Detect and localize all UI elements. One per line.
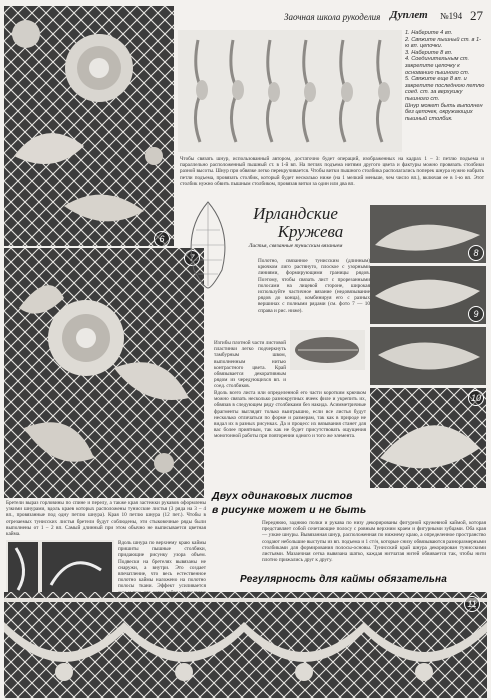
lace-photo-9 — [370, 266, 486, 324]
step-note: Шнур может быть выполнен без цепочек, окружающих пышный столбик. — [405, 102, 483, 122]
intro-text: Чтобы связать шнур, использованный автором, достаточно будет операций, изображенных на кадрах 1 – 3: петлю подъема и параллельно расположенный пышный ст. в 1-й вп. На петлях подъема нитями другого цвета и фактуры можно провязать столбики разной высоты. Шнур при обвязке легко перекручивается. Чтобы витки пышного столбика располагались поперек шнура нужно набрать петли подъема, провязать столбик, который будет несколько ниже (на 1 мелкий меньше, чем число вп.), включая ее в 1-ю вп. Этот столбик нужно обвить пышным столбиком, провязав витки за один или два вп. — [180, 156, 484, 187]
lace-photo-10 — [370, 327, 486, 385]
lace-photo-7 — [4, 248, 204, 498]
left-text-2: Вдоль шнура по верхнему краю каймы пришиты пышные столбики, придающие рисунку узора объем. Подвески на бретелях вывязаны не снаружи, а внутри. Это создает впечатление, что весь естественное полотно каймы наложено на полотно полосы ткани. Эффект усиливается — [118, 540, 206, 590]
title-line-1: Ирландские — [253, 204, 338, 223]
section-title — [228, 205, 363, 250]
photo-number-9: 9 — [468, 306, 484, 322]
left-text: Бретели выраз горловины по спине и перелу, а также края застежки рукавов оформлены узкими шнурами, вдоль краев которых расположены тунисские листья (3 ряда на 3 – 4 вп., провязанные под одну петлю шнура). Края 10 петлю шнура (12 пет.). Чтобы в отрезаемых тунисских листья бретели будут соблюдены, эти стыковочные ряды были выполнены от 1 – 2 вп. Самый длинный при этом обычно не выписывается цветная кайма. — [6, 500, 206, 538]
leaf-photo — [290, 330, 365, 370]
stitch-sketches — [6, 540, 114, 596]
step-photos — [178, 30, 402, 152]
school-title: Заочная школа рукоделия — [284, 12, 381, 22]
lace-photo-8 — [370, 205, 486, 263]
headline-regularity: Регулярность для каймы обязательна — [240, 574, 448, 585]
lace-photo-6 — [4, 6, 174, 246]
lace-photo-10b — [370, 388, 486, 488]
headline-two-leaves: Двух одинаковых листов — [212, 490, 353, 502]
photo-number-11: 11 — [464, 596, 480, 612]
headline-two-leaves-2: в рисунке может и не быть — [212, 504, 367, 516]
step-instructions — [405, 30, 485, 122]
title-line-2: Кружева — [277, 222, 344, 241]
irish-text: Полотно, связанное тунисским (длинным) крючком лиго растянуто, плоское с узорными линиями, формирующими границы рядов. Поэтому, чтобы связать лист с прорезанными полосами на лицевой стороне, широкая используйте частичное вязание (недовязывание рядов до конца), комбинируя его с разных вершинах с полными рядами (см. фото 7 — 10 справа и рис. ниже). — [258, 258, 370, 314]
issue-number: №194 — [440, 11, 463, 21]
step-3: 3. Наберите 8 вп. — [405, 49, 453, 56]
step-2: 2. Свяжите пышный ст. в 1-ю вп. цепочки. — [405, 36, 481, 50]
right-text: Переднюю, заднюю полки и рукава по низу декорированы фигурной кружевной каймой, которая представляет собой сочетающие полосу с ровным верхним краем и фигурными зубцами. Оба края — узкие шнуры. Вывязанная шнур, расположенная по нижнему краю, а определенное пространство создают небольшие выступы из вп. подъема и 1 ст/н, которые снизу обвязываются разноразмерными столбиками для формирования полосы-основы. Тунисский край шнура декорирован тунисскими листьями. Мазаичная сетка вывязана шатко, каждая нитчатая нитей обвивается так, чтобы нити плотно прижались друг к другу. — [262, 520, 486, 564]
page-header — [262, 8, 483, 24]
photo-number-8: 8 — [468, 245, 484, 261]
magazine-brand: Дуплет — [390, 9, 428, 21]
middle-text: Вдоль всего листа или определенной его части коротким крючком можно связать несколько разнокрупных ячеек филе и укрепить их, обвязав в следующем ряду столбиками без накида. Асимметричные фрагменты выглядят только выигрышно, если все листья будут несколько отличаться по форме и размерам, так как в природе не видал их в разных рисунках. Да и процесс их вязывания станет для вас более приятным, так как не будет присутствовать ощущения монотонной работы при повторении одного и того же элемента. — [214, 390, 366, 440]
section-subtitle: Листья, связанные тунисским вязанием — [248, 243, 343, 249]
photo-number-6: 6 — [154, 231, 170, 246]
sketch-text: Изгибы плотной части листовой пластинки легко подчеркнуть тамбурным швом, выполненным нитью контрастного цвета. Край обвязывается декоративным рядом из чередующихся вп. и соед. столбиков. — [214, 340, 286, 390]
step-4: 4. Соединительным ст. закрепите цепочку к основанию пышного ст. — [405, 56, 470, 76]
step-5: 5. Свяжите еще 8 вп. и закрепите последнюю петлю соед. ст. за верхушку пышного ст. — [405, 76, 485, 102]
page-number: 27 — [470, 8, 483, 23]
step-1: 1. Наберите 4 вп. — [405, 30, 453, 36]
lace-photo-11 — [4, 592, 487, 698]
photo-number-10: 10 — [468, 390, 484, 406]
photo-number-7: 7 — [184, 250, 200, 266]
leaf-sketch — [182, 200, 234, 290]
